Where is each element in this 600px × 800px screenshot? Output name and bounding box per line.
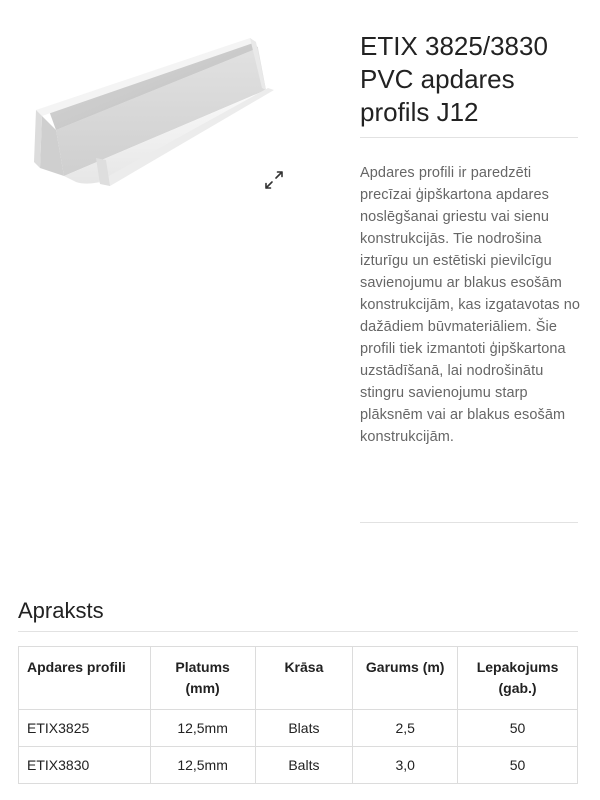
cell-color: Balts	[255, 747, 353, 784]
table-row	[19, 747, 578, 784]
cell-package: 50	[458, 710, 578, 747]
cell-width: 12,5mm	[150, 710, 255, 747]
cell-profile: ETIX3825	[19, 710, 151, 747]
description-divider	[360, 522, 578, 523]
title-divider	[360, 137, 578, 138]
expand-arrows-icon[interactable]	[262, 168, 286, 192]
cell-width: 12,5mm	[150, 747, 255, 784]
header-profile: Apdares profili	[19, 647, 151, 710]
cell-package: 50	[458, 747, 578, 784]
cell-length: 2,5	[353, 710, 458, 747]
header-color: Krāsa	[255, 647, 353, 710]
section-divider	[18, 631, 578, 632]
header-package: Lepakojums (gab.)	[458, 647, 578, 710]
cell-length: 3,0	[353, 747, 458, 784]
cell-profile: ETIX3830	[19, 747, 151, 784]
section-title: Apraksts	[18, 598, 104, 623]
specs-table	[18, 646, 578, 784]
product-title: ETIX 3825/3830 PVC apdares profils J12	[360, 31, 548, 127]
table-header-row	[19, 647, 578, 710]
product-description: Apdares profili ir paredzēti precīzai ģipškartona apdares noslēgšanai griestu vai sienu konstrukcijās. Tie nodrošina izturīgu un estētiski pievilcīgu savienojumu ar blakus esošām konstrukcijām, kas izgatavotas no dažādiem būvmateriāliem. Šie profili tiek izmantoti ģipškartona uzstādīšanā, lai nodrošinātu stingru savienojumu starp plāksnēm vai ar blakus esošām konstrukcijām.	[360, 165, 581, 445]
header-width: Platums (mm)	[150, 647, 255, 710]
cell-color: Blats	[255, 710, 353, 747]
header-length: Garums (m)	[353, 647, 458, 710]
table-row	[19, 710, 578, 747]
